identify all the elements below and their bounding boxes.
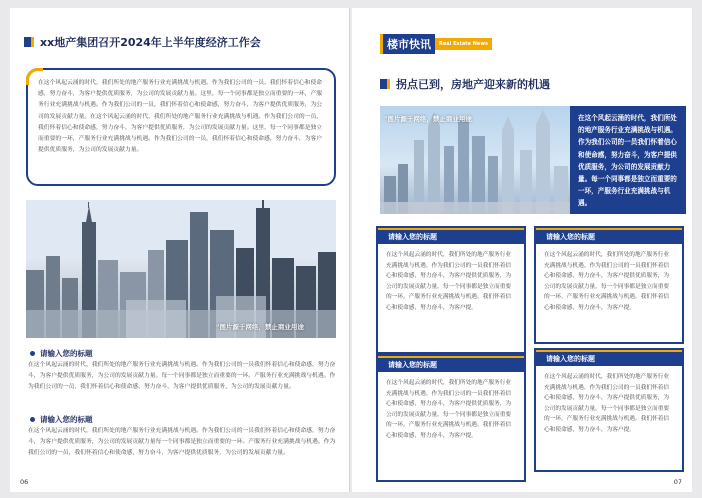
card-title: 请输入您的标题 [536, 228, 682, 244]
right-photo-caption: "图片源于网络，禁止商业用途 [384, 115, 472, 123]
bullet-dot-icon [30, 417, 35, 422]
right-page-number: 07 [673, 478, 682, 486]
skyscraper-photo [380, 106, 572, 214]
card-title: 请输入您的标题 [536, 350, 682, 366]
left-page-title: xx地产集团召开2024年上半年度经济工作会 [40, 36, 261, 49]
skyline-illustration [26, 200, 336, 338]
card-text: 在这个风起云涌的时代，我们所处的地产服务行业充满挑战与机遇。作为我们公司的一员我们怀着信心和使命感，努力奋斗，为客户提供优质服务，为公司的发展贡献力量。每一个同事都是独立而重要的一环。产服务行业充满挑战与机遇。我们怀着信心和使命感，努力奋斗，为客户提。 [386, 380, 512, 439]
highlight-text: 在这个风起云涌的时代，我们所处的地产服务行业充满挑战与机遇。作为我们公司的一员我们怀着信心和使命感，努力奋斗，为客户提供优质服务，为公司的发展贡献力量。每一个同事都是独立而重要的一环，产服务行业充满挑战与机遇。 [578, 114, 677, 208]
info-card [534, 348, 684, 472]
section2-title: 请输入您的标题 [40, 415, 93, 424]
right-page-title: 拐点已到，房地产迎来新的机遇 [396, 78, 550, 91]
left-page [10, 8, 350, 492]
news-tag [380, 34, 492, 54]
card-text: 在这个风起云涌的时代，我们所处的地产服务行业充满挑战与机遇。作为我们公司的一员我们怀着信心和使命感，努力奋斗，为客户提供优质服务，为公司的发展贡献力量。每一个同事都是独立而重要的一环。产服务行业充满挑战与机遇。我们怀着信心和使命感，努力奋斗，为客户提。 [386, 252, 512, 311]
title-marker-icon [380, 79, 390, 89]
left-title-row [24, 34, 261, 50]
left-page-number: 06 [20, 478, 29, 486]
title-marker-icon [24, 37, 34, 47]
section2-text: 在这个风起云涌的时代，我们所处的地产服务行业充满挑战与机遇。作为我们公司的一员我们怀着信心和使命感，努力奋斗，为客户提供优质服务，为公司的发展贡献力量每一个同事都是独立而重要的一环。产服务行业充满挑战与机遇。作为我们公司的一员，我们怀着信心和使命感，努力奋斗，为客户提供优质服务，为公司的发展贡献力量。 [28, 428, 336, 456]
intro-box [26, 68, 336, 186]
info-card [534, 226, 684, 344]
left-photo-caption: "图片源于网络，禁止商业用途 [216, 323, 304, 331]
card-title: 请输入您的标题 [378, 356, 524, 372]
section1-heading [30, 348, 93, 359]
section1-text: 在这个风起云涌的时代，我们所处的地产服务行业充满挑战与机遇。作为我们公司的一员我们怀着信心和使命感，努力奋斗，为客户提供优质服务，为公司的发展贡献力量。每一个同事都是独立而重要的一环。产服务行业充满挑战与机遇。作为我们公司的一员，我们怀着信心和使命感，努力奋斗，为客户提供优质服务，为公司的发展贡献力量。 [28, 362, 336, 390]
intro-text: 在这个风起云涌的时代，我们所处的地产服务行业充满挑战与机遇。作为我们公司的一员，我们怀着信心和使命感，努力奋斗，为客户提供优质服务，为公司的发展贡献力量。这里，每一个同事都是独立而重要的一环，产服务行业充满挑战与机遇。作为我们公司的一员，我们怀着信心和使命感，努力奋斗，为客户提供优质服务，为公司的发展贡献力量。在这个风起云涌的时代，我们所处的地产服务行业充满挑战与机遇。作为我们公司的一员，我们怀着信心和使命感，努力奋斗，为客户提供优质服务，为公司的发展贡献力量。这里，每一个同事都是独立而重要的一环，产服务行业充满挑战与机遇。作为我们公司的一员，我们怀着信心和使命感，努力奋斗，为客户提供优质服务，为公司的发展贡献力量。 [38, 80, 323, 154]
news-tag-main: 楼市快讯 [383, 34, 435, 54]
card-text: 在这个风起云涌的时代，我们所处的地产服务行业充满挑战与机遇。作为我们公司的一员我们怀着信心和使命感，努力奋斗，为客户提供优质服务，为公司的发展贡献力量。每一个同事都是独立而重要的一环。产服务行业充满挑战与机遇。我们怀着信心和使命感，努力奋斗，为客户提。 [544, 252, 670, 311]
info-card [376, 226, 526, 354]
bullet-dot-icon [30, 351, 35, 356]
highlight-box [570, 106, 686, 214]
section1-title: 请输入您的标题 [40, 349, 93, 358]
section2-heading [30, 414, 93, 425]
info-card [376, 354, 526, 482]
card-text: 在这个风起云涌的时代，我们所处的地产服务行业充满挑战与机遇。作为我们公司的一员我们怀着信心和使命感，努力奋斗，为客户提供优质服务，为公司的发展贡献力量。每一个同事都是独立而重要的一环。产服务行业充满挑战与机遇。我们怀着信心和使命感，努力奋斗，为客户提。 [544, 374, 670, 433]
right-page [352, 8, 692, 492]
card-title: 请输入您的标题 [378, 228, 524, 244]
city-skyline-photo [26, 200, 336, 338]
right-title-row [380, 76, 550, 92]
news-tag-sub: Real Estate News [435, 38, 492, 50]
